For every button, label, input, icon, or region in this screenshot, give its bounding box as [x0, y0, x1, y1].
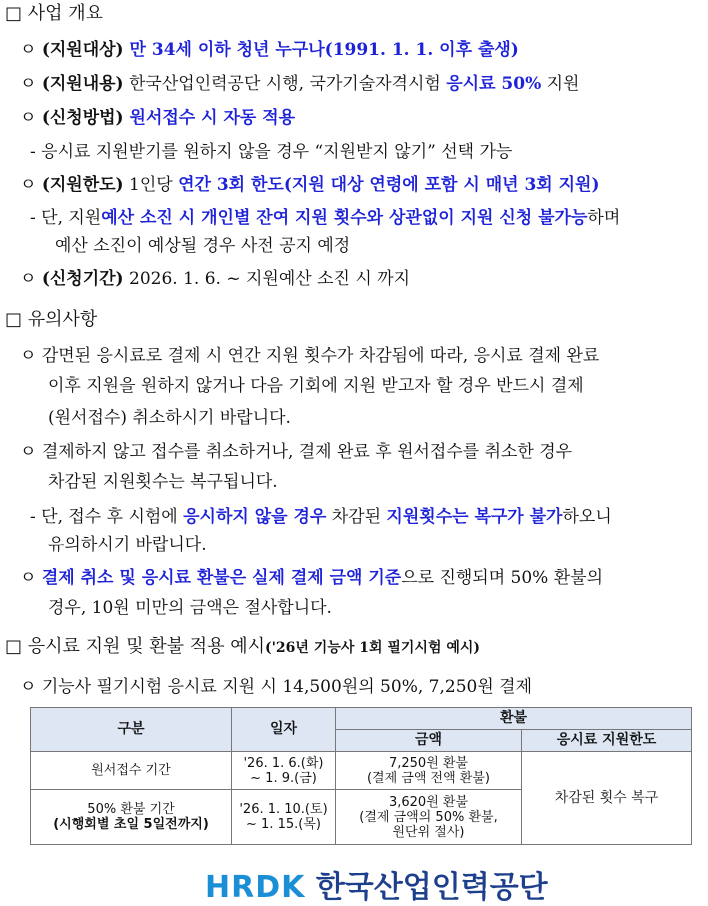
text-segment: □ 응시료 지원 및 환불 적용 예시 [5, 636, 265, 657]
hrdk-logo [205, 862, 548, 906]
date-end: ~ 1. 15.(목) [246, 817, 321, 832]
text-line [48, 374, 584, 398]
cell-date [232, 790, 336, 845]
amount-note: (결제 금액의 50% 환불, [359, 809, 498, 825]
text-line [30, 505, 612, 529]
category-note: (시행회별 초일 5일전까지) [53, 817, 209, 832]
text-segment: □ 사업 개요 [5, 3, 104, 24]
text-segment: ㅇ 결제하지 않고 접수를 취소하거나, 결제 완료 후 원서접수를 취소한 경우 [20, 442, 573, 462]
text-line [20, 566, 603, 590]
text-segment: (신청기간) [41, 269, 124, 289]
highlighted-text: 응시료 50% [446, 74, 542, 94]
cell-category: 원서접수 기간 [31, 752, 232, 790]
section-heading [5, 2, 103, 26]
text-line [20, 38, 519, 62]
text-line [20, 106, 295, 130]
text-segment: 하며 [587, 208, 621, 228]
text-line [48, 470, 278, 494]
section-heading [5, 308, 97, 332]
highlighted-text: 응시하지 않을 경우 [183, 507, 327, 527]
text-segment: (지원내용) [41, 74, 124, 94]
text-line [20, 267, 410, 291]
text-segment: 2026. 1. 6. ~ 지원예산 소진 시 까지 [123, 269, 410, 289]
header-refund: 환불 [336, 708, 692, 730]
highlighted-text: 지원횟수는 복구가 불가 [386, 507, 563, 527]
text-line [48, 533, 207, 557]
date-end: ~ 1. 9.(금) [250, 770, 317, 786]
text-segment: ('26년 기능사 1회 필기시험 예시) [265, 640, 481, 656]
text-segment: 예산 소진이 예상될 경우 사전 공지 예정 [55, 236, 351, 256]
text-segment: - 단, 접수 후 시험에 [30, 507, 184, 527]
amount-note-2: 원단위 절사) [392, 824, 465, 840]
text-segment: ㅇ [20, 74, 42, 94]
text-line [48, 596, 332, 620]
text-segment: ㅇ 감면된 응시료로 결제 시 연간 지원 횟수가 차감됨에 따라, 응시료 결제 완료 [20, 346, 600, 366]
highlighted-text: 만 34세 이하 청년 누구나(1991. 1. 1. 이후 출생) [123, 40, 519, 60]
text-line [20, 72, 579, 96]
cell-limit: 차감된 횟수 복구 [522, 752, 692, 845]
text-line [48, 406, 291, 430]
refund-example-table [30, 707, 692, 845]
text-segment: ㅇ 기능사 필기시험 응시료 지원 시 14,500원의 50%, 7,250원 결제 [20, 677, 532, 697]
date-start: '26. 1. 6.(화) [243, 755, 324, 771]
text-segment: 한국산업인력공단 시행, 국가기술자격시험 [123, 74, 447, 94]
amount-text: 7,250원 환불 [388, 755, 469, 771]
text-line [30, 140, 512, 164]
text-segment: 지원 [541, 74, 580, 94]
cell-category [31, 790, 232, 845]
amount-note: (결제 금액 전액 환불) [366, 770, 490, 786]
highlighted-text: 원서접수 시 자동 적용 [123, 108, 296, 128]
text-segment: 유의하시기 바랍니다. [48, 535, 207, 555]
cell-amount [336, 752, 522, 790]
header-date: 일자 [232, 708, 336, 752]
text-segment: - 단, 지원 [30, 208, 102, 228]
text-segment: 경우, 10원 미만의 금액은 절사합니다. [48, 598, 332, 618]
text-segment: 으로 진행되며 50% 환불의 [401, 568, 603, 588]
logo-org-name: 한국산업인력공단 [315, 870, 548, 905]
text-segment: - 응시료 지원받기를 원하지 않을 경우 “지원받지 않기” 선택 가능 [30, 142, 513, 162]
text-line [30, 206, 620, 230]
text-line [55, 234, 350, 258]
logo-mark: HRDK [205, 870, 306, 905]
highlighted-text: 결제 취소 및 응시료 환불은 실제 결제 금액 기준 [41, 568, 402, 588]
text-segment: 이후 지원을 원하지 않거나 다음 기회에 지원 받고자 할 경우 반드시 결제 [48, 376, 584, 396]
section-heading [5, 635, 480, 660]
highlighted-text: 연간 3회 한도(지원 대상 연령에 포함 시 매년 3회 지원) [178, 175, 600, 195]
text-segment: 하오니 [562, 507, 612, 527]
text-segment: (신청방법) [41, 108, 124, 128]
text-segment: ㅇ [20, 40, 42, 60]
text-segment: □ 유의사항 [5, 309, 98, 330]
text-segment: (원서접수) 취소하시기 바랍니다. [48, 408, 291, 428]
text-segment: ㅇ [20, 568, 42, 588]
cell-amount [336, 790, 522, 845]
text-segment: ㅇ [20, 175, 42, 195]
header-amount: 금액 [336, 730, 522, 752]
text-segment: (지원한도) [41, 175, 124, 195]
text-segment: ㅇ [20, 269, 42, 289]
header-category: 구분 [31, 708, 232, 752]
header-limit: 응시료 지원한도 [522, 730, 692, 752]
text-line [20, 344, 599, 368]
category-text: 50% 환불 기간 [87, 802, 175, 817]
text-line [20, 675, 532, 699]
text-segment: (지원대상) [41, 40, 124, 60]
date-start: '26. 1. 10.(토) [239, 802, 328, 817]
text-segment: 차감된 지원횟수는 복구됩니다. [48, 472, 278, 492]
text-line [20, 173, 600, 197]
table-row [31, 752, 692, 790]
text-segment: 1인당 [123, 175, 179, 195]
text-segment: 차감된 [326, 507, 387, 527]
text-segment: ㅇ [20, 108, 42, 128]
amount-text: 3,620원 환불 [388, 794, 469, 810]
highlighted-text: 예산 소진 시 개인별 잔여 지원 횟수와 상관없이 지원 신청 불가능 [101, 208, 588, 228]
cell-date [232, 752, 336, 790]
text-line [20, 440, 572, 464]
